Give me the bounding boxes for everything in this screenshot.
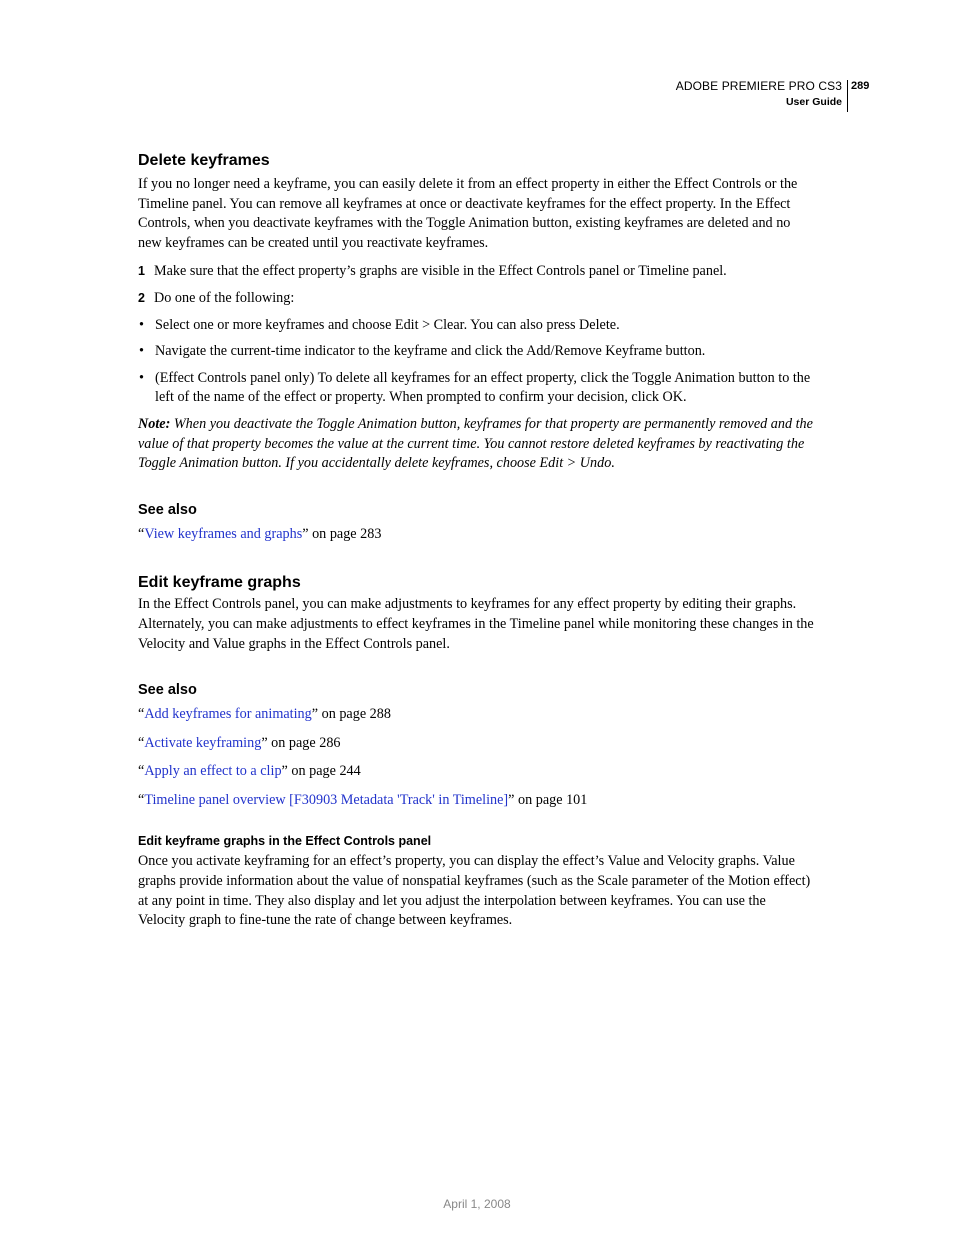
cross-reference-link[interactable]: View keyframes and graphs bbox=[144, 525, 303, 542]
see-also-heading: See also bbox=[138, 682, 197, 699]
page-reference: ” on page 283 bbox=[302, 525, 382, 542]
delete-keyframes-intro: If you no longer need a keyframe, you can easily delete it from an effect property in either the Effect Controls or the Timeline panel. You can remove all keyframes at once or deactivate keyframes for the effect property. In the Effect Controls, when you deactivate keyframes with the Toggle Animation button, existing keyframes are deleted and no new keyframes can be created until you reactivate keyframes. bbox=[138, 176, 798, 251]
bullet-icon: • bbox=[139, 316, 144, 333]
page-reference: ” on page 288 bbox=[311, 706, 391, 723]
footer-date: April 1, 2008 bbox=[443, 1197, 511, 1211]
step-text: Do one of the following: bbox=[154, 289, 295, 306]
quote-open: “ bbox=[138, 734, 145, 751]
see-also-heading: See also bbox=[138, 501, 197, 518]
header-divider bbox=[847, 80, 848, 112]
cross-reference-link[interactable]: Add keyframes for animating bbox=[144, 706, 312, 723]
section-title-edit-keyframe-graphs: Edit keyframe graphs bbox=[138, 574, 301, 592]
bullet-item bbox=[138, 316, 814, 336]
edit-keyframe-graphs-intro: In the Effect Controls panel, you can make adjustments to keyframes for any effect property by editing their graphs. Alternately, you can make adjustments to effect keyframes in the Timeline panel while monitoring these changes in the Velocity and Value graphs in the Effect Controls panel. bbox=[138, 596, 814, 652]
page-number: 289 bbox=[851, 80, 870, 92]
step-text: Make sure that the effect property’s graphs are visible in the Effect Controls panel or Timeline panel. bbox=[154, 263, 727, 280]
step-number: 1 bbox=[138, 264, 145, 279]
bullet-item bbox=[138, 342, 814, 362]
see-also-item bbox=[138, 734, 814, 754]
see-also-item bbox=[138, 791, 814, 811]
see-also-item bbox=[138, 762, 814, 782]
step-2 bbox=[138, 289, 814, 309]
cross-reference-link[interactable]: Apply an effect to a clip bbox=[144, 763, 282, 780]
subsection-paragraph: Once you activate keyframing for an effect’s property, you can display the effect’s Value and Velocity graphs. Value graphs provide information about the value of nonspatial keyframes (such as the Scale parameter of the Motion effect) at any point in time. They also display and let you adjust the interpolation between keyframes. You can use the Velocity graph to fine-tune the rate of change between keyframes. bbox=[138, 853, 811, 929]
bullet-text: Select one or more keyframes and choose Edit > Clear. You can also press Delete. bbox=[155, 316, 620, 333]
cross-reference-link[interactable]: Activate keyframing bbox=[144, 734, 262, 751]
running-header bbox=[676, 79, 842, 108]
note-paragraph bbox=[138, 415, 814, 474]
page-reference: ” on page 286 bbox=[261, 734, 341, 751]
see-also-item bbox=[138, 705, 814, 725]
cross-reference-link[interactable]: Timeline panel overview [F30903 Metadata 'Track' in Timeline] bbox=[144, 791, 509, 808]
bullet-item bbox=[138, 369, 814, 408]
bullet-text: (Effect Controls panel only) To delete all keyframes for an effect property, click the Toggle Animation button to the left of the name of the effect or property. When prompted to confirm your decision, click OK. bbox=[155, 369, 811, 406]
page-content bbox=[138, 150, 814, 931]
step-number: 2 bbox=[138, 290, 145, 305]
bullet-icon: • bbox=[139, 343, 144, 360]
page-reference: ” on page 101 bbox=[508, 791, 588, 808]
bullet-icon: • bbox=[139, 369, 144, 386]
guide-name: User Guide bbox=[785, 96, 842, 108]
step-1 bbox=[138, 262, 814, 282]
subsection-title: Edit keyframe graphs in the Effect Controls panel bbox=[138, 834, 432, 849]
product-name: ADOBE PREMIERE PRO CS3 bbox=[675, 79, 842, 93]
quote-open: “ bbox=[138, 763, 145, 780]
see-also-item bbox=[138, 525, 814, 545]
quote-open: “ bbox=[138, 791, 145, 808]
section-title-delete-keyframes: Delete keyframes bbox=[138, 152, 270, 169]
bullet-text: Navigate the current-time indicator to the keyframe and click the Add/Remove Keyframe button. bbox=[155, 343, 706, 360]
note-label: Note: bbox=[138, 415, 171, 432]
quote-open: “ bbox=[138, 706, 145, 723]
quote-open: “ bbox=[138, 525, 145, 542]
page-reference: ” on page 244 bbox=[281, 763, 361, 780]
note-text: When you deactivate the Toggle Animation button, keyframes for that property are permanently removed and the value of that property becomes the value at the current time. You cannot restore deleted keyframes by reactivating the Toggle Animation button. If you accidentally delete keyframes, choose Edit > Undo. bbox=[138, 415, 813, 472]
